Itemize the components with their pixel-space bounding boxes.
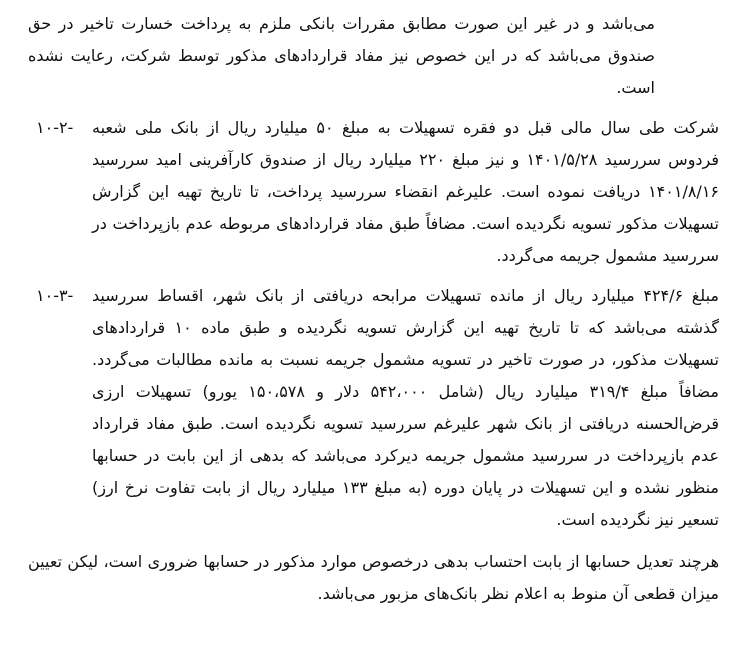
closing-paragraph: هرچند تعدیل حسابها از بابت احتساب بدهی درخصوص موارد مذکور در حسابها ضروری است، لیکن تعیین میزان قطعی آن منوط به اعلام نظر بانک‌های مزبور می‌باشد. [28,552,719,603]
section-10-2-text: شرکت طی سال مالی قبل دو فقره تسهیلات به مبلغ ۵۰ میلیارد ریال از بانک ملی شعبه فردوس سررسید ۱۴۰۱/۵/۲۸ و نیز مبلغ ۲۲۰ میلیارد ریال از صندوق کارآفرینی امید سررسید ۱۴۰۱/۸/۱۶ دریافت نموده است. علیرغم انقضاء سررسید پرداخت، تا تاریخ تهیه این گزارش تسهیلات مذکور تسویه نگردیده است. مضافاً طبق مفاد قراردادهای مربوطه عدم بازپرداخت در سررسید مشمول جریمه می‌گردد. [92,118,720,265]
section-10-3-body [92,280,719,536]
document-page [0,8,751,647]
section-10-2 [28,112,719,272]
intro-paragraph: می‌باشد و در غیر این صورت مطابق مقررات بانکی ملزم به پرداخت خسارت تاخیر در حق صندوق می‌باشد که در این خصوص نیز مفاد قراردادهای مذکور توسط شرکت، رعایت نشده است. [28,14,655,97]
section-10-2-body [92,112,719,272]
section-10-3 [28,280,719,536]
section-10-3-text: مبلغ ۴۲۴/۶ میلیارد ریال از مانده تسهیلات مرابحه دریافتی از بانک شهر، اقساط سررسید گذشته می‌باشد که تا تاریخ تهیه این گزارش تسویه نگردیده و طبق ماده ۱۰ قراردادهای تسهیلات مذکور، در صورت تاخیر در تسویه مشمول جریمه نسبت به مانده مطالبات می‌گردد. مضافاً مبلغ ۳۱۹/۴ میلیارد ریال (شامل ۵۴۲،۰۰۰ دلار و ۱۵۰،۵۷۸ یورو) تسهیلات ارزی قرض‌الحسنه دریافتی از بانک شهر علیرغم سررسید تسویه نگردیده است. طبق مفاد قرارداد عدم بازپرداخت در سررسید مشمول جریمه دیرکرد می‌باشد که بدهی از این بابت در حسابها منظور نشده و این تسهیلات در پایان دوره (به مبلغ ۱۳۳ میلیارد ریال از بابت تفاوت نرخ ارز) تسعیر نیز نگردیده است. [92,286,720,529]
section-10-2-number: ۱۰-۲- [36,118,74,137]
section-10-3-number: ۱۰-۳- [36,286,74,305]
